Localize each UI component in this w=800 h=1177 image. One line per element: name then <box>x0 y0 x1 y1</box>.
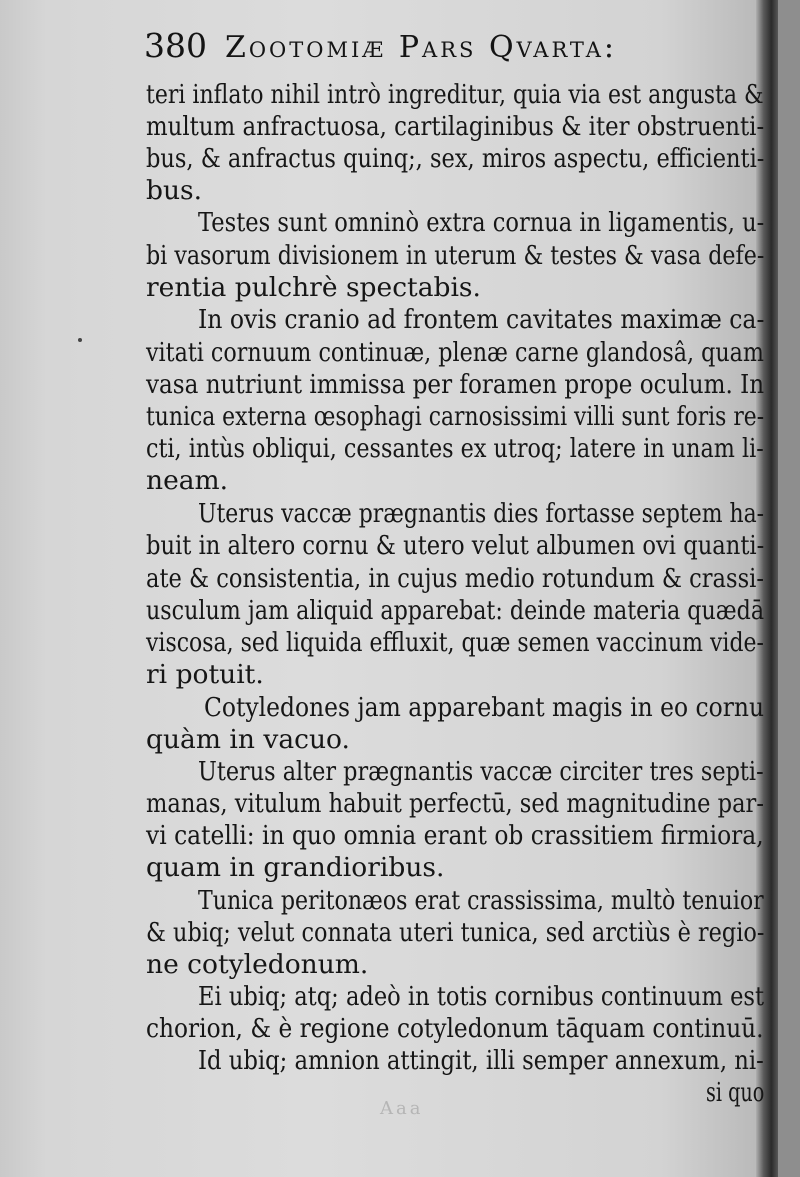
text-line: quam in grandioribus. <box>146 852 445 883</box>
text-line: vasa nutriunt immissa per foramen prope oculum. In <box>146 369 765 400</box>
text-line: viscosa, sed liquida effluxit, quæ semen vaccinum vide- <box>146 627 764 658</box>
text-line: Id ubiq; amnion attingit, illi semper annexum, ni- <box>198 1045 764 1076</box>
text-line: manas, vitulum habuit perfectū, sed magnitudine par- <box>146 788 764 819</box>
text-line: & ubiq; velut connata uteri tunica, sed arctiùs è regio- <box>146 917 765 948</box>
text-line: si quo <box>706 1077 765 1108</box>
text-line: ri potuit. <box>146 659 264 690</box>
bleed-through-signature: Aaa <box>380 1098 424 1119</box>
text-line: Tunica peritonæos erat crassissima, multò tenuior <box>198 885 764 916</box>
text-line: ne cotyledonum. <box>146 949 369 980</box>
text-line: neam. <box>146 465 229 496</box>
text-line: cti, intùs obliqui, cessantes ex utroq; latere in unam li- <box>146 433 764 464</box>
text-line: rentia pulchrè spectabis. <box>146 272 481 303</box>
text-line: ate & consistentia, in cujus medio rotundum & crassi- <box>146 563 764 594</box>
text-line: quàm in vacuo. <box>146 724 350 755</box>
text-line: bi vasorum divisionem in uterum & testes & vasa defe- <box>146 240 765 271</box>
text-line: vi catelli: in quo omnia erant ob crassitiem firmiora, <box>146 820 764 851</box>
text-line: multum anfractuosa, cartilaginibus & iter obstruenti- <box>146 111 765 142</box>
text-line: Testes sunt omninò extra cornua in ligamentis, u- <box>198 207 765 238</box>
text-line: usculum jam aliquid apparebat: deinde materia quædā <box>146 595 765 626</box>
text-line: In ovis cranio ad frontem cavitates maximæ ca- <box>198 304 765 335</box>
text-line: teri inflato nihil intrò ingreditur, quia via est angusta & <box>146 79 764 110</box>
text-line: vitati cornuum continuæ, plenæ carne glandosâ, quam <box>146 337 764 368</box>
text-line: Uterus vaccæ prægnantis dies fortasse septem ha- <box>198 498 765 529</box>
text-line: buit in altero cornu & utero velut albumen ovi quanti- <box>146 530 765 561</box>
text-line: bus, & anfractus quinq;, sex, miros aspectu, efficienti- <box>146 143 765 174</box>
running-head: Zootomiæ Pars Qvarta: <box>225 30 618 65</box>
text-line: Cotyledones jam apparebant magis in eo cornu <box>204 692 765 723</box>
text-line: Ei ubiq; atq; adeò in totis cornibus continuum est <box>198 981 765 1012</box>
text-line: chorion, & è regione cotyledonum tāquam continuū. <box>146 1013 764 1044</box>
page-number: 380 <box>144 26 207 65</box>
text-line: Uterus alter prægnantis vaccæ circiter tres septi- <box>198 756 764 787</box>
text-line: bus. <box>146 175 203 206</box>
text-line: tunica externa œsophagi carnosissimi villi sunt foris re- <box>146 401 765 432</box>
